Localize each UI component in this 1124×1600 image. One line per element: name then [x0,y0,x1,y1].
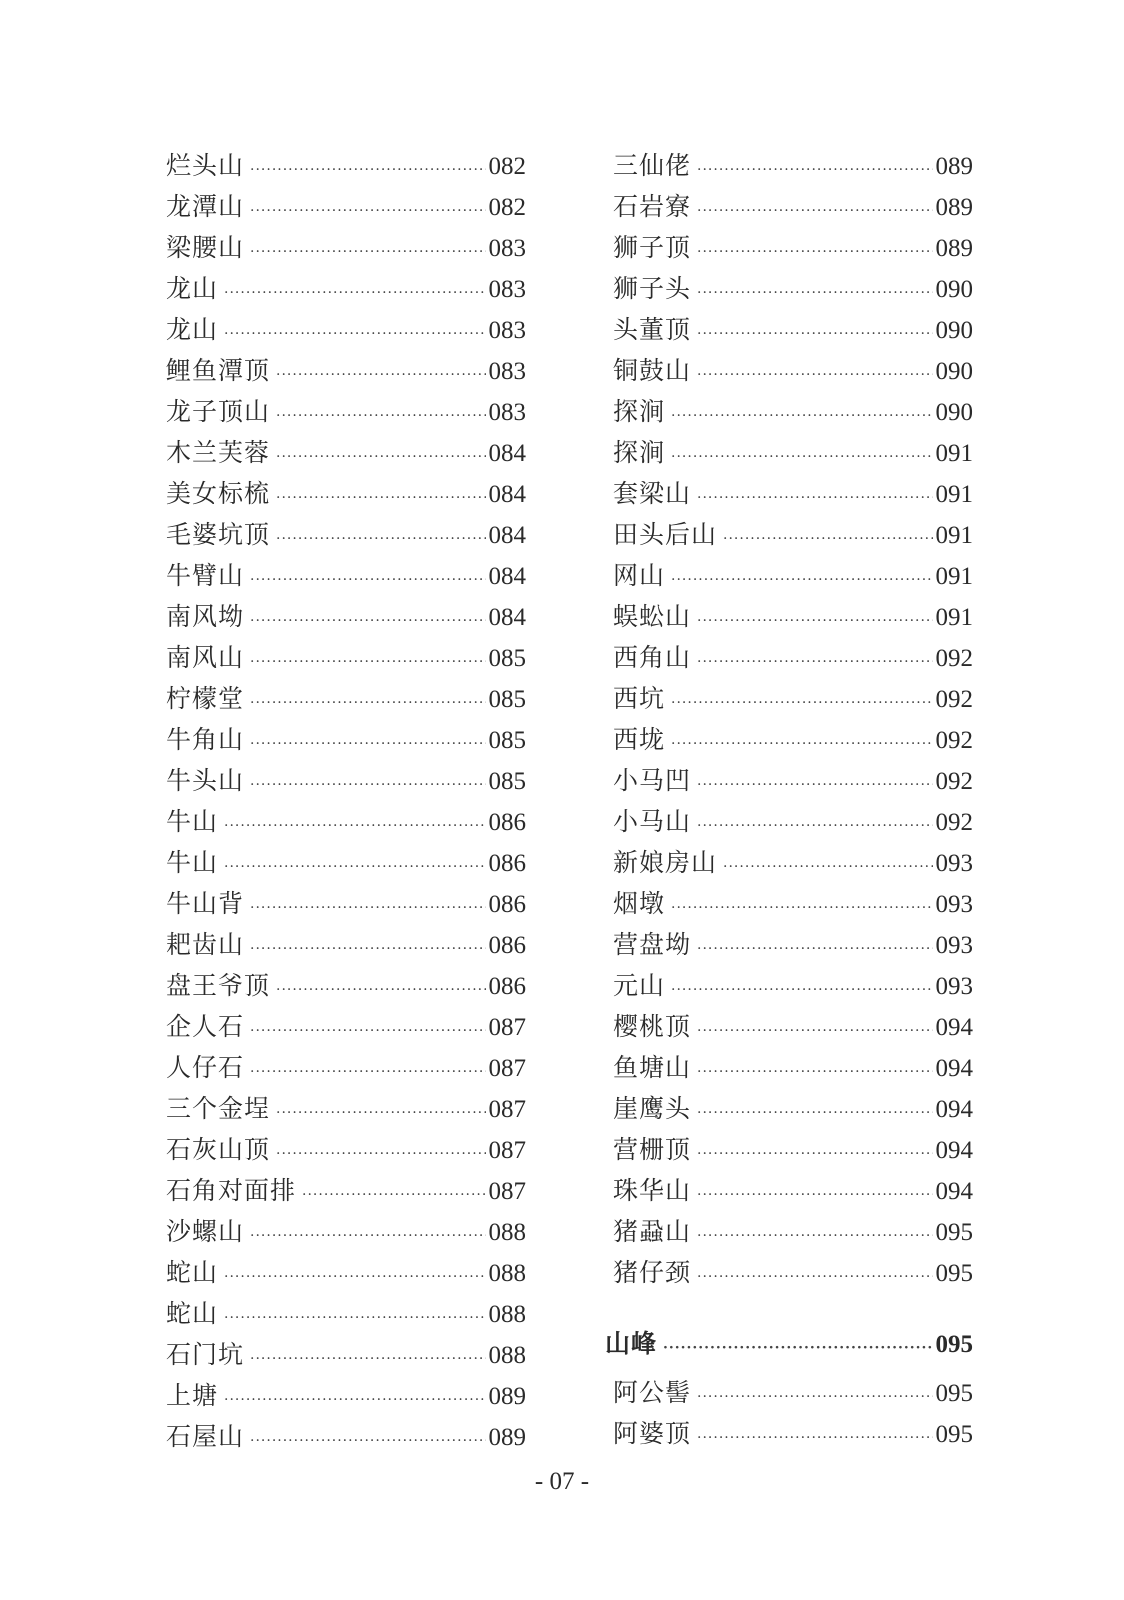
toc-entry [166,1088,526,1129]
dot-leader [276,519,485,560]
toc-section-heading [605,1323,973,1364]
toc-entry [166,719,526,760]
toc-entry-page: 090 [935,358,973,385]
toc-entry-page: 094 [935,1055,973,1082]
toc-entry [166,760,526,801]
toc-entry [166,309,526,350]
toc-entry-page: 091 [935,563,973,590]
toc-entry-name: 阿公髻 [613,1378,692,1407]
toc-entry-name: 西角山 [613,643,692,672]
toc-entry [166,678,526,719]
toc-entry [613,145,973,186]
dot-leader [276,396,485,437]
toc-entry [166,227,526,268]
toc-entry-page: 088 [488,1301,526,1328]
dot-leader [671,888,932,929]
toc-entry-name: 烂头山 [166,151,245,180]
toc-entry-page: 095 [935,1421,973,1448]
toc-entry-name: 铜鼓山 [613,356,692,385]
toc-entry-page: 084 [488,563,526,590]
toc-entry-name: 石门坑 [166,1340,245,1369]
dot-leader [697,1216,932,1257]
toc-entry-name: 头董顶 [613,315,692,344]
toc-entry-name: 阿婆顶 [613,1419,692,1448]
toc-entry [613,309,973,350]
dot-leader [697,232,932,273]
toc-entry-name: 沙螺山 [166,1217,245,1246]
dot-leader [276,478,485,519]
toc-entry-name: 崖鹰头 [613,1094,692,1123]
toc-entry [613,801,973,842]
toc-entry-page: 088 [488,1342,526,1369]
toc-entry-page: 085 [488,727,526,754]
toc-entry [613,1211,973,1252]
dot-leader [302,1175,485,1216]
dot-leader [697,929,932,970]
toc-entry [613,883,973,924]
toc-entry [613,965,973,1006]
toc-entry-page: 089 [935,194,973,221]
toc-left-column [166,145,526,1457]
toc-entry-page: 089 [488,1424,526,1451]
toc-entry-page: 085 [488,645,526,672]
toc-entry-name: 探涧 [613,397,666,426]
toc-entry-name: 梁腰山 [166,233,245,262]
toc-entry [613,1372,973,1413]
dot-leader [697,273,932,314]
toc-entry-name: 石角对面排 [166,1176,297,1205]
toc-entry-page: 085 [488,686,526,713]
toc-entry [613,1129,973,1170]
dot-leader [224,1257,485,1298]
toc-entry-name: 套梁山 [613,479,692,508]
toc-entry-page: 085 [488,768,526,795]
toc-entry-name: 上塘 [166,1381,219,1410]
toc-entry [166,555,526,596]
toc-entry-page: 091 [935,604,973,631]
toc-entry-name: 牛山 [166,807,219,836]
dot-leader [276,355,485,396]
toc-entry-page: 092 [935,645,973,672]
dot-leader [250,601,485,642]
dot-leader [697,150,932,191]
toc-entry [166,268,526,309]
dot-leader [723,519,932,560]
toc-entry [166,596,526,637]
toc-entry-page: 087 [488,1137,526,1164]
toc-entry-name: 牛山 [166,848,219,877]
dot-leader [671,970,932,1011]
toc-entry-name: 小马凹 [613,766,692,795]
toc-entry [613,268,973,309]
toc-entry [166,1416,526,1457]
toc-entry-page: 087 [488,1178,526,1205]
toc-entry-name: 蛇山 [166,1258,219,1287]
toc-entry-page: 095 [935,1380,973,1407]
dot-leader [276,1093,485,1134]
toc-entry [166,1211,526,1252]
toc-entry-page: 084 [488,481,526,508]
toc-entry [613,719,973,760]
dot-leader [697,1093,932,1134]
toc-entry-name: 南风坳 [166,602,245,631]
toc-entry [613,760,973,801]
dot-leader [671,724,932,765]
dot-leader [671,683,932,724]
toc-entry-page: 093 [935,891,973,918]
toc-entry-name: 石岩寮 [613,192,692,221]
toc-entry-name: 猪仔颈 [613,1258,692,1287]
dot-leader [250,1339,485,1380]
toc-entry-name: 狮子顶 [613,233,692,262]
toc-entry-page: 084 [488,604,526,631]
dot-leader [697,1377,932,1418]
dot-leader [276,970,485,1011]
dot-leader [250,191,485,232]
toc-entry [166,883,526,924]
toc-entry-name: 田头后山 [613,520,718,549]
dot-leader [250,1421,485,1462]
toc-entry [613,637,973,678]
toc-entry-page: 092 [935,809,973,836]
toc-entry-page: 090 [935,399,973,426]
toc-entry-name: 三个金埕 [166,1094,271,1123]
toc-entry [613,842,973,883]
toc-entry-page: 083 [488,399,526,426]
dot-leader [697,1418,932,1459]
toc-entry-name: 营栅顶 [613,1135,692,1164]
toc-entry-name: 鲤鱼潭顶 [166,356,271,385]
toc-entry-page: 083 [488,317,526,344]
dot-leader [224,806,485,847]
toc-entry [613,1252,973,1293]
toc-entry [166,842,526,883]
toc-entry [613,1088,973,1129]
dot-leader [697,191,932,232]
toc-entry-page: 093 [935,973,973,1000]
toc-entry-name: 新娘房山 [613,848,718,877]
dot-leader [697,355,932,396]
dot-leader [250,683,485,724]
dot-leader [250,150,485,191]
toc-entry [613,432,973,473]
toc-entry [166,1047,526,1088]
toc-entry-name: 盘王爷顶 [166,971,271,1000]
toc-entry [613,350,973,391]
toc-entry [613,514,973,555]
toc-entry-name: 企人石 [166,1012,245,1041]
toc-entry [166,924,526,965]
toc-entry-name: 西垅 [613,725,666,754]
toc-entry-page: 083 [488,358,526,385]
dot-leader [671,437,932,478]
toc-entry-page: 084 [488,522,526,549]
dot-leader [697,478,932,519]
toc-entry [166,1293,526,1334]
toc-entry-page: 088 [488,1260,526,1287]
toc-entry-page: 083 [488,235,526,262]
toc-entry-name: 三仙佬 [613,151,692,180]
dot-leader [250,642,485,683]
toc-entry-name: 山峰 [605,1329,658,1358]
toc-entry-page: 090 [935,276,973,303]
toc-entry [613,596,973,637]
toc-entry [166,637,526,678]
toc-entry [166,801,526,842]
toc-entry-page: 086 [488,932,526,959]
toc-entry-name: 牛角山 [166,725,245,754]
toc-entry-name: 龙潭山 [166,192,245,221]
dot-leader [276,1134,485,1175]
dot-leader [697,765,932,806]
toc-entry [166,514,526,555]
dot-leader [697,806,932,847]
toc-entry-page: 095 [935,1219,973,1246]
dot-leader [224,273,485,314]
toc-entry-name: 牛山背 [166,889,245,918]
toc-entry-page: 094 [935,1096,973,1123]
toc-entry [613,391,973,432]
dot-leader [671,560,932,601]
toc-entry-page: 090 [935,317,973,344]
dot-leader [250,929,485,970]
dot-leader [250,1052,485,1093]
toc-entry [166,1252,526,1293]
toc-entry-page: 086 [488,891,526,918]
toc-entry-name: 鱼塘山 [613,1053,692,1082]
toc-entry-page: 094 [935,1014,973,1041]
toc-entry-name: 柠檬堂 [166,684,245,713]
toc-entry-page: 092 [935,727,973,754]
toc-entry [166,391,526,432]
toc-entry-name: 毛婆坑顶 [166,520,271,549]
dot-leader [224,314,485,355]
toc-entry-page: 091 [935,440,973,467]
toc-entry [613,1170,973,1211]
toc-entry-name: 美女标梳 [166,479,271,508]
toc-entry-name: 营盘坳 [613,930,692,959]
toc-entry-page: 086 [488,809,526,836]
toc-entry-name: 小马山 [613,807,692,836]
toc-entry-page: 082 [488,153,526,180]
toc-entry-page: 089 [935,235,973,262]
dot-leader [250,560,485,601]
toc-entry-name: 石屋山 [166,1422,245,1451]
toc-entry-page: 092 [935,686,973,713]
dot-leader [276,437,485,478]
toc-entry-page: 095 [935,1260,973,1287]
toc-entry-name: 牛臂山 [166,561,245,590]
toc-entry [166,1170,526,1211]
dot-leader [250,724,485,765]
toc-entry-name: 耙齿山 [166,930,245,959]
dot-leader [671,396,932,437]
dot-leader [723,847,932,888]
toc-entry [613,1047,973,1088]
toc-entry-name: 石灰山顶 [166,1135,271,1164]
dot-leader [697,601,932,642]
toc-entry [613,1006,973,1047]
toc-entry-page: 087 [488,1014,526,1041]
toc-entry-page: 089 [488,1383,526,1410]
dot-leader [224,847,485,888]
toc-entry-name: 探涧 [613,438,666,467]
dot-leader [697,642,932,683]
dot-leader [697,1175,932,1216]
toc-entry [613,227,973,268]
toc-entry [166,145,526,186]
toc-entry-page: 083 [488,276,526,303]
dot-leader [663,1328,932,1369]
dot-leader [697,1052,932,1093]
toc-entry-page: 084 [488,440,526,467]
toc-entry [166,1006,526,1047]
toc-entry-name: 南风山 [166,643,245,672]
toc-entry [613,473,973,514]
toc-entry-page: 095 [935,1331,973,1358]
toc-entry-name: 人仔石 [166,1053,245,1082]
dot-leader [697,1134,932,1175]
toc-entry [166,350,526,391]
dot-leader [224,1380,485,1421]
toc-entry-page: 091 [935,522,973,549]
toc-entry [613,678,973,719]
toc-entry [613,186,973,227]
dot-leader [250,1216,485,1257]
toc-entry-name: 网山 [613,561,666,590]
toc-entry-page: 088 [488,1219,526,1246]
toc-entry-page: 089 [935,153,973,180]
toc-entry-page: 086 [488,850,526,877]
toc-right-column [605,145,973,1454]
toc-entry-page: 082 [488,194,526,221]
dot-leader [697,1011,932,1052]
toc-entry-name: 龙山 [166,274,219,303]
dot-leader [224,1298,485,1339]
toc-entry-page: 087 [488,1055,526,1082]
dot-leader [250,1011,485,1052]
toc-entry [166,432,526,473]
toc-entry-page: 094 [935,1178,973,1205]
toc-entry [166,965,526,1006]
toc-entry [166,186,526,227]
toc-entry-name: 烟墩 [613,889,666,918]
dot-leader [250,765,485,806]
page-number: - 07 - [534,1468,590,1495]
dot-leader [697,1257,932,1298]
toc-entry [613,555,973,596]
toc-entry-name: 蜈蚣山 [613,602,692,631]
dot-leader [697,314,932,355]
toc-entry [166,1375,526,1416]
toc-entry-name: 樱桃顶 [613,1012,692,1041]
toc-entry-page: 094 [935,1137,973,1164]
toc-entry [166,1129,526,1170]
toc-entry [613,924,973,965]
toc-entry-page: 086 [488,973,526,1000]
toc-entry [613,1413,973,1454]
toc-entry-page: 093 [935,932,973,959]
toc-entry-name: 牛头山 [166,766,245,795]
toc-entry-name: 珠华山 [613,1176,692,1205]
toc-entry-name: 猪蝨山 [613,1217,692,1246]
toc-entry-name: 狮子头 [613,274,692,303]
toc-entry [166,1334,526,1375]
toc-entry-name: 龙子顶山 [166,397,271,426]
toc-entry-name: 元山 [613,971,666,1000]
toc-entry-page: 093 [935,850,973,877]
toc-entry-name: 龙山 [166,315,219,344]
dot-leader [250,232,485,273]
toc-entry-name: 西坑 [613,684,666,713]
toc-entry-name: 蛇山 [166,1299,219,1328]
toc-entry-name: 木兰芙蓉 [166,438,271,467]
toc-entry-page: 091 [935,481,973,508]
toc-entry [166,473,526,514]
toc-entry-page: 092 [935,768,973,795]
toc-entry-page: 087 [488,1096,526,1123]
dot-leader [250,888,485,929]
